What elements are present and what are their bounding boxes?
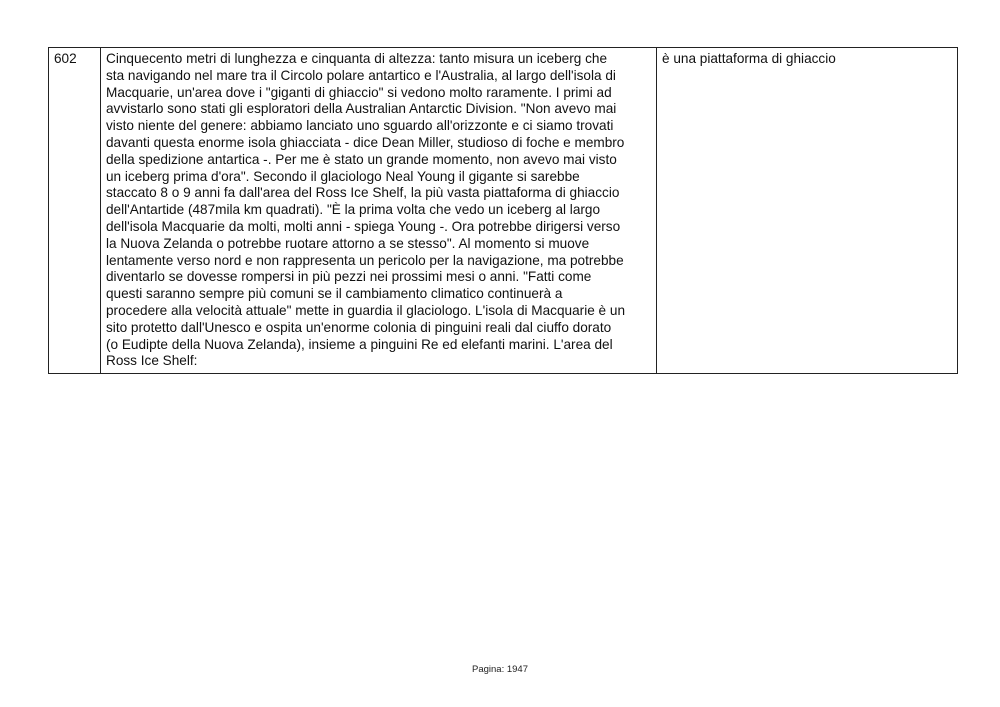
text-line: lentamente verso nord e non rappresenta un pericolo per la navigazione, ma potrebbe	[106, 252, 624, 268]
text-line: staccato 8 o 9 anni fa dall'area del Ross Ice Shelf, la più vasta piattaforma di ghiaccio	[106, 185, 620, 201]
row-label-cell: è una piattaforma di ghiaccio	[657, 48, 958, 374]
page-number: Pagina: 1947	[472, 664, 528, 675]
text-line: visto niente del genere: abbiamo lanciato uno sguardo all'orizzonte e ci siamo trovati	[106, 118, 614, 134]
text-line: avvistarlo sono stati gli esploratori della Australian Antarctic Division. "Non avevo mai	[106, 101, 617, 117]
text-line: questi saranno sempre più comuni se il cambiamento climatico continuerà a	[106, 286, 563, 302]
text-line: sta navigando nel mare tra il Circolo polare antartico e l'Australia, al largo dell'isola di	[106, 67, 616, 83]
text-line: sito protetto dall'Unesco e ospita un'enorme colonia di pinguini reali dal ciuffo dorato	[106, 319, 612, 335]
text-line: procedere alla velocità attuale" mette in guardia il glaciologo. L'isola di Macquarie è un	[106, 302, 626, 318]
text-line: la Nuova Zelanda o potrebbe ruotare attorno a se stesso". Al momento si muove	[106, 235, 590, 251]
text-line: (o Eudipte della Nuova Zelanda), insieme a pinguini Re ed elefanti marini. L'area del	[106, 336, 613, 352]
text-line: un iceberg prima d'ora". Secondo il glaciologo Neal Young il gigante si sarebbe	[106, 168, 580, 184]
text-line: dell'Antartide (487mila km quadrati). "È la prima volta che vedo un iceberg al largo	[106, 202, 601, 218]
table-row	[49, 48, 958, 374]
row-text-cell	[101, 48, 657, 374]
document-table	[48, 47, 958, 374]
text-line: dell'isola Macquarie da molti, molti anni - spiega Young -. Ora potrebbe dirigersi verso	[106, 218, 621, 234]
text-line: Macquarie, un'area dove i "giganti di ghiaccio" si vedono molto raramente. I primi ad	[106, 84, 612, 100]
text-line: diventarlo se dovesse rompersi in più pezzi nei prossimi mesi o anni. "Fatti come	[106, 269, 592, 285]
text-line: davanti questa enorme isola ghiacciata - dice Dean Miller, studioso di foche e membro	[106, 134, 625, 150]
text-line: Cinquecento metri di lunghezza e cinquanta di altezza: tanto misura un iceberg che	[106, 51, 608, 66]
row-id-cell: 602	[49, 48, 101, 374]
text-line: Ross Ice Shelf:	[106, 353, 198, 369]
text-line: della spedizione antartica -. Per me è stato un grande momento, non avevo mai visto	[106, 151, 617, 167]
